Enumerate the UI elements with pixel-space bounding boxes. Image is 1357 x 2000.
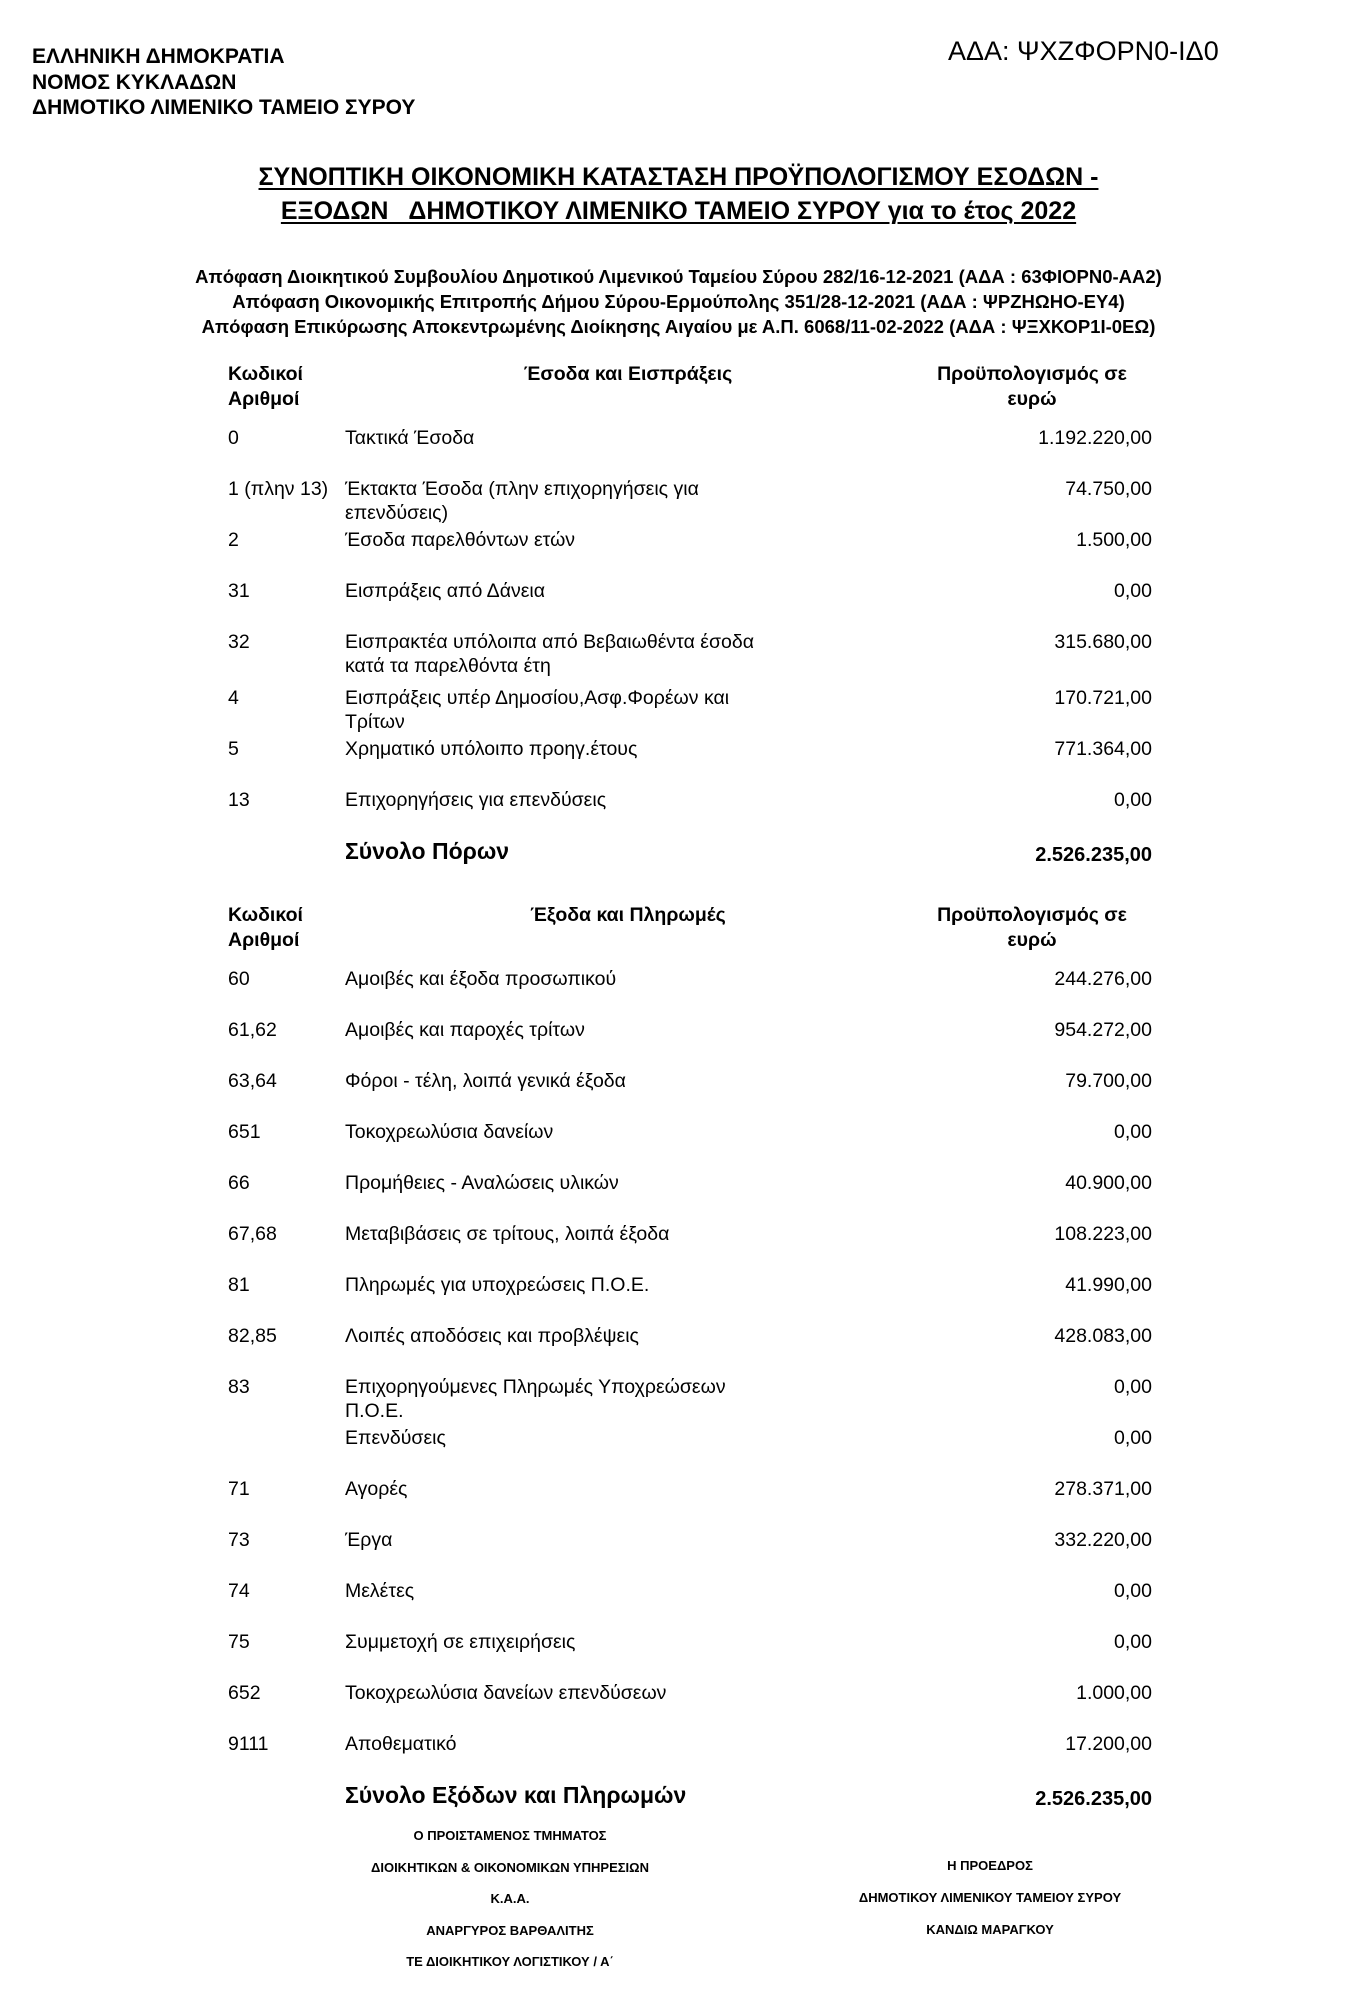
row-amount: 278.371,00 bbox=[1054, 1478, 1152, 1500]
row-amount: 0,00 bbox=[1114, 789, 1152, 811]
row-amount: 41.990,00 bbox=[1065, 1274, 1152, 1296]
row-amount: 1.000,00 bbox=[1076, 1682, 1152, 1704]
table-row bbox=[228, 477, 1152, 528]
row-code: 81 bbox=[228, 1274, 250, 1296]
total-amount: 2.526.235,00 bbox=[1035, 844, 1152, 866]
row-amount: 0,00 bbox=[1114, 1376, 1152, 1398]
row-amount: 428.083,00 bbox=[1054, 1325, 1152, 1347]
row-description: Φόροι - τέλη, λοιπά γενικά έξοδα bbox=[345, 1070, 626, 1092]
row-code: 66 bbox=[228, 1172, 250, 1194]
row-code: 60 bbox=[228, 968, 250, 990]
decision-line: Απόφαση Οικονομικής Επιτροπής Δήμου Σύρου-Ερμούπολης 351/28-12-2021 (ΑΔΑ : ΨΡΖΗΩΗΟ-ΕΥ4) bbox=[232, 291, 1125, 312]
expense-table bbox=[228, 903, 1152, 1841]
row-description: Μελέτες bbox=[345, 1580, 415, 1602]
row-amount: 0,00 bbox=[1114, 580, 1152, 602]
row-code: 32 bbox=[228, 631, 250, 653]
issuer-line: ΝΟΜΟΣ ΚΥΚΛΑΔΩΝ bbox=[32, 70, 237, 94]
col-header-amount: Προϋπολογισμός σε ευρώ bbox=[937, 904, 1127, 951]
title-line: ΣΥΝΟΠΤΙΚΗ ΟΙΚΟΝΟΜΙΚΗ ΚΑΤΑΣΤΑΣΗ ΠΡΟΫΠΟΛΟΓΙΣΜΟΥ ΕΣΟΔΩΝ - bbox=[258, 163, 1099, 191]
decisions bbox=[0, 264, 1357, 339]
table-row bbox=[228, 1018, 1152, 1069]
revenue-table bbox=[228, 362, 1152, 897]
row-code: 0 bbox=[228, 427, 239, 449]
table-row bbox=[228, 630, 1152, 686]
document-title bbox=[0, 160, 1357, 228]
row-amount: 0,00 bbox=[1114, 1427, 1152, 1449]
row-amount: 74.750,00 bbox=[1065, 478, 1152, 500]
row-description: Εισπράξεις υπέρ Δημοσίου,Ασφ.Φορέων και Τρίτων bbox=[345, 687, 730, 733]
title-line: ΕΞΟΔΩΝ ΔΗΜΟΤΙΚΟΥ ΛΙΜΕΝΙΚΟ ΤΑΜΕΙΟ ΣΥΡΟΥ για το έτος 2022 bbox=[280, 197, 1077, 225]
row-description: Εισπρακτέα υπόλοιπα από Βεβαιωθέντα έσοδα κατά τα παρελθόντα έτη bbox=[345, 631, 754, 677]
table-row bbox=[228, 1222, 1152, 1273]
table-row bbox=[228, 788, 1152, 839]
row-amount: 244.276,00 bbox=[1054, 968, 1152, 990]
row-description: Τακτικά Έσοδα bbox=[345, 427, 475, 449]
row-code: 1 (πλην 13) bbox=[228, 478, 329, 500]
row-description: Επιχορηγήσεις για επενδύσεις bbox=[345, 789, 607, 811]
table-row bbox=[228, 1375, 1152, 1426]
row-description: Έσοδα παρελθόντων ετών bbox=[345, 529, 576, 551]
signature-line: ΚΑΝΔΙΩ ΜΑΡΑΓΚΟΥ bbox=[926, 1922, 1054, 1937]
col-header-desc: Έξοδα και Πληρωμές bbox=[530, 904, 726, 926]
row-description: Έργα bbox=[345, 1529, 393, 1551]
row-description: Τοκοχρεωλύσια δανείων επενδύσεων bbox=[345, 1682, 667, 1704]
table-row bbox=[228, 967, 1152, 1018]
row-code: 63,64 bbox=[228, 1070, 277, 1092]
row-description: Επιχορηγούμενες Πληρωμές Υποχρεώσεων Π.Ο.Ε. bbox=[345, 1376, 726, 1422]
row-description: Συμμετοχή σε επιχειρήσεις bbox=[345, 1631, 576, 1653]
row-code: 71 bbox=[228, 1478, 250, 1500]
signature-line: ΔΙΟΙΚΗΤΙΚΩΝ & ΟΙΚΟΝΟΜΙΚΩΝ ΥΠΗΡΕΣΙΩΝ bbox=[371, 1859, 649, 1875]
table-row bbox=[228, 1120, 1152, 1171]
row-description: Τοκοχρεωλύσια δανείων bbox=[345, 1121, 554, 1143]
row-amount: 315.680,00 bbox=[1054, 631, 1152, 653]
table-row bbox=[228, 1732, 1152, 1783]
signature-left bbox=[300, 1820, 720, 1978]
issuer-line: ΔΗΜΟΤΙΚΟ ΛΙΜΕΝΙΚΟ ΤΑΜΕΙΟ ΣΥΡΟΥ bbox=[32, 96, 416, 119]
decision-line: Απόφαση Διοικητικού Συμβουλίου Δημοτικού Λιμενικού Ταμείου Σύρου 282/16-12-2021 (ΑΔΑ : 63ΦΙΟΡΝ0-ΑΑ2) bbox=[195, 266, 1162, 287]
row-amount: 40.900,00 bbox=[1065, 1172, 1152, 1194]
signature-line: Η ΠΡΟΕΔΡΟΣ bbox=[947, 1858, 1033, 1873]
table-row bbox=[228, 528, 1152, 579]
total-label: Σύνολο Εξόδων και Πληρωμών bbox=[345, 1782, 687, 1808]
row-description: Προμήθειες - Αναλώσεις υλικών bbox=[345, 1172, 619, 1194]
table-row bbox=[228, 579, 1152, 630]
row-description: Χρηματικό υπόλοιπο προηγ.έτους bbox=[345, 738, 638, 760]
row-description: Αμοιβές και παροχές τρίτων bbox=[345, 1019, 585, 1041]
issuer-line: ΕΛΛΗΝΙΚΗ ΔΗΜΟΚΡΑΤΙΑ bbox=[32, 45, 285, 68]
table-row bbox=[228, 1069, 1152, 1120]
row-description: Αγορές bbox=[345, 1478, 408, 1500]
table-row bbox=[228, 1528, 1152, 1579]
row-description: Λοιπές αποδόσεις και προβλέψεις bbox=[345, 1325, 639, 1347]
row-description: Μεταβιβάσεις σε τρίτους, λοιπά έξοδα bbox=[345, 1223, 670, 1245]
row-amount: 332.220,00 bbox=[1054, 1529, 1152, 1551]
signature-line: ΑΝΑΡΓΥΡΟΣ ΒΑΡΘΑΛΙΤΗΣ bbox=[426, 1922, 594, 1938]
row-code: 75 bbox=[228, 1631, 250, 1653]
table-row bbox=[228, 1273, 1152, 1324]
row-code: 31 bbox=[228, 580, 250, 602]
row-code: 652 bbox=[228, 1682, 261, 1704]
row-amount: 1.500,00 bbox=[1076, 529, 1152, 551]
table-row bbox=[228, 1477, 1152, 1528]
row-code: 74 bbox=[228, 1580, 250, 1602]
row-description: Επενδύσεις bbox=[345, 1427, 446, 1449]
table-row bbox=[228, 737, 1152, 788]
row-code: 9111 bbox=[228, 1733, 269, 1755]
row-code: 82,85 bbox=[228, 1325, 277, 1347]
expense-table-header bbox=[228, 903, 1152, 967]
row-code: 73 bbox=[228, 1529, 250, 1551]
signature-line: ΔΗΜΟΤΙΚΟΥ ΛΙΜΕΝΙΚΟΥ ΤΑΜΕΙΟΥ ΣΥΡΟΥ bbox=[858, 1890, 1122, 1905]
row-code: 2 bbox=[228, 529, 239, 551]
table-row bbox=[228, 1324, 1152, 1375]
col-header-code: Κωδικοί Αριθμοί bbox=[228, 904, 303, 951]
row-amount: 17.200,00 bbox=[1065, 1733, 1152, 1755]
row-amount: 0,00 bbox=[1114, 1631, 1152, 1653]
table-row bbox=[228, 1681, 1152, 1732]
table-row bbox=[228, 1579, 1152, 1630]
table-row bbox=[228, 1171, 1152, 1222]
table-row bbox=[228, 426, 1152, 477]
row-code: 61,62 bbox=[228, 1019, 277, 1041]
signature-right bbox=[820, 1850, 1160, 1946]
row-code: 4 bbox=[228, 687, 239, 709]
row-amount: 954.272,00 bbox=[1054, 1019, 1152, 1041]
row-code: 83 bbox=[228, 1376, 250, 1398]
col-header-amount: Προϋπολογισμός σε ευρώ bbox=[937, 363, 1127, 410]
table-row bbox=[228, 686, 1152, 737]
total-amount: 2.526.235,00 bbox=[1035, 1788, 1152, 1810]
row-code: 651 bbox=[228, 1121, 261, 1143]
row-code: 13 bbox=[228, 789, 250, 811]
signature-line: ΤΕ ΔΙΟΙΚΗΤΙΚΟΥ ΛΟΓΙΣΤΙΚΟΥ / Α΄ bbox=[406, 1954, 614, 1969]
revenue-total-row bbox=[228, 839, 1152, 897]
row-amount: 0,00 bbox=[1114, 1121, 1152, 1143]
row-description: Αμοιβές και έξοδα προσωπικού bbox=[345, 968, 617, 990]
row-amount: 170.721,00 bbox=[1054, 687, 1152, 709]
revenue-table-header bbox=[228, 362, 1152, 426]
ada-code: ΑΔΑ: ΨΧΖΦΟΡΝ0-ΙΔ0 bbox=[948, 36, 1219, 66]
row-description: Πληρωμές για υποχρεώσεις Π.Ο.Ε. bbox=[345, 1274, 650, 1296]
table-row bbox=[228, 1426, 1152, 1477]
row-code: 67,68 bbox=[228, 1223, 277, 1245]
col-header-code: Κωδικοί Αριθμοί bbox=[228, 363, 303, 410]
row-description: Αποθεματικό bbox=[345, 1733, 457, 1755]
row-amount: 0,00 bbox=[1114, 1580, 1152, 1602]
total-label: Σύνολο Πόρων bbox=[345, 838, 510, 864]
row-description: Εισπράξεις από Δάνεια bbox=[345, 580, 546, 602]
col-header-desc: Έσοδα και Εισπράξεις bbox=[523, 363, 733, 385]
row-code: 5 bbox=[228, 738, 239, 760]
row-description: Έκτακτα Έσοδα (πλην επιχορηγήσεις για επενδύσεις) bbox=[345, 478, 699, 524]
row-amount: 1.192.220,00 bbox=[1038, 427, 1152, 449]
decision-line: Απόφαση Επικύρωσης Αποκεντρωμένης Διοίκησης Αιγαίου με Α.Π. 6068/11-02-2022 (ΑΔΑ : ΨΞΧΚΟΡ1Ι-0ΕΩ) bbox=[201, 316, 1156, 337]
signature-line: Ο ΠΡΟΙΣΤΑΜΕΝΟΣ ΤΜΗΜΑΤΟΣ bbox=[413, 1828, 607, 1843]
issuer-header bbox=[32, 44, 415, 121]
row-amount: 771.364,00 bbox=[1054, 738, 1152, 760]
row-amount: 79.700,00 bbox=[1065, 1070, 1152, 1092]
table-row bbox=[228, 1630, 1152, 1681]
signature-line: Κ.Α.Α. bbox=[490, 1891, 530, 1906]
row-amount: 108.223,00 bbox=[1054, 1223, 1152, 1245]
